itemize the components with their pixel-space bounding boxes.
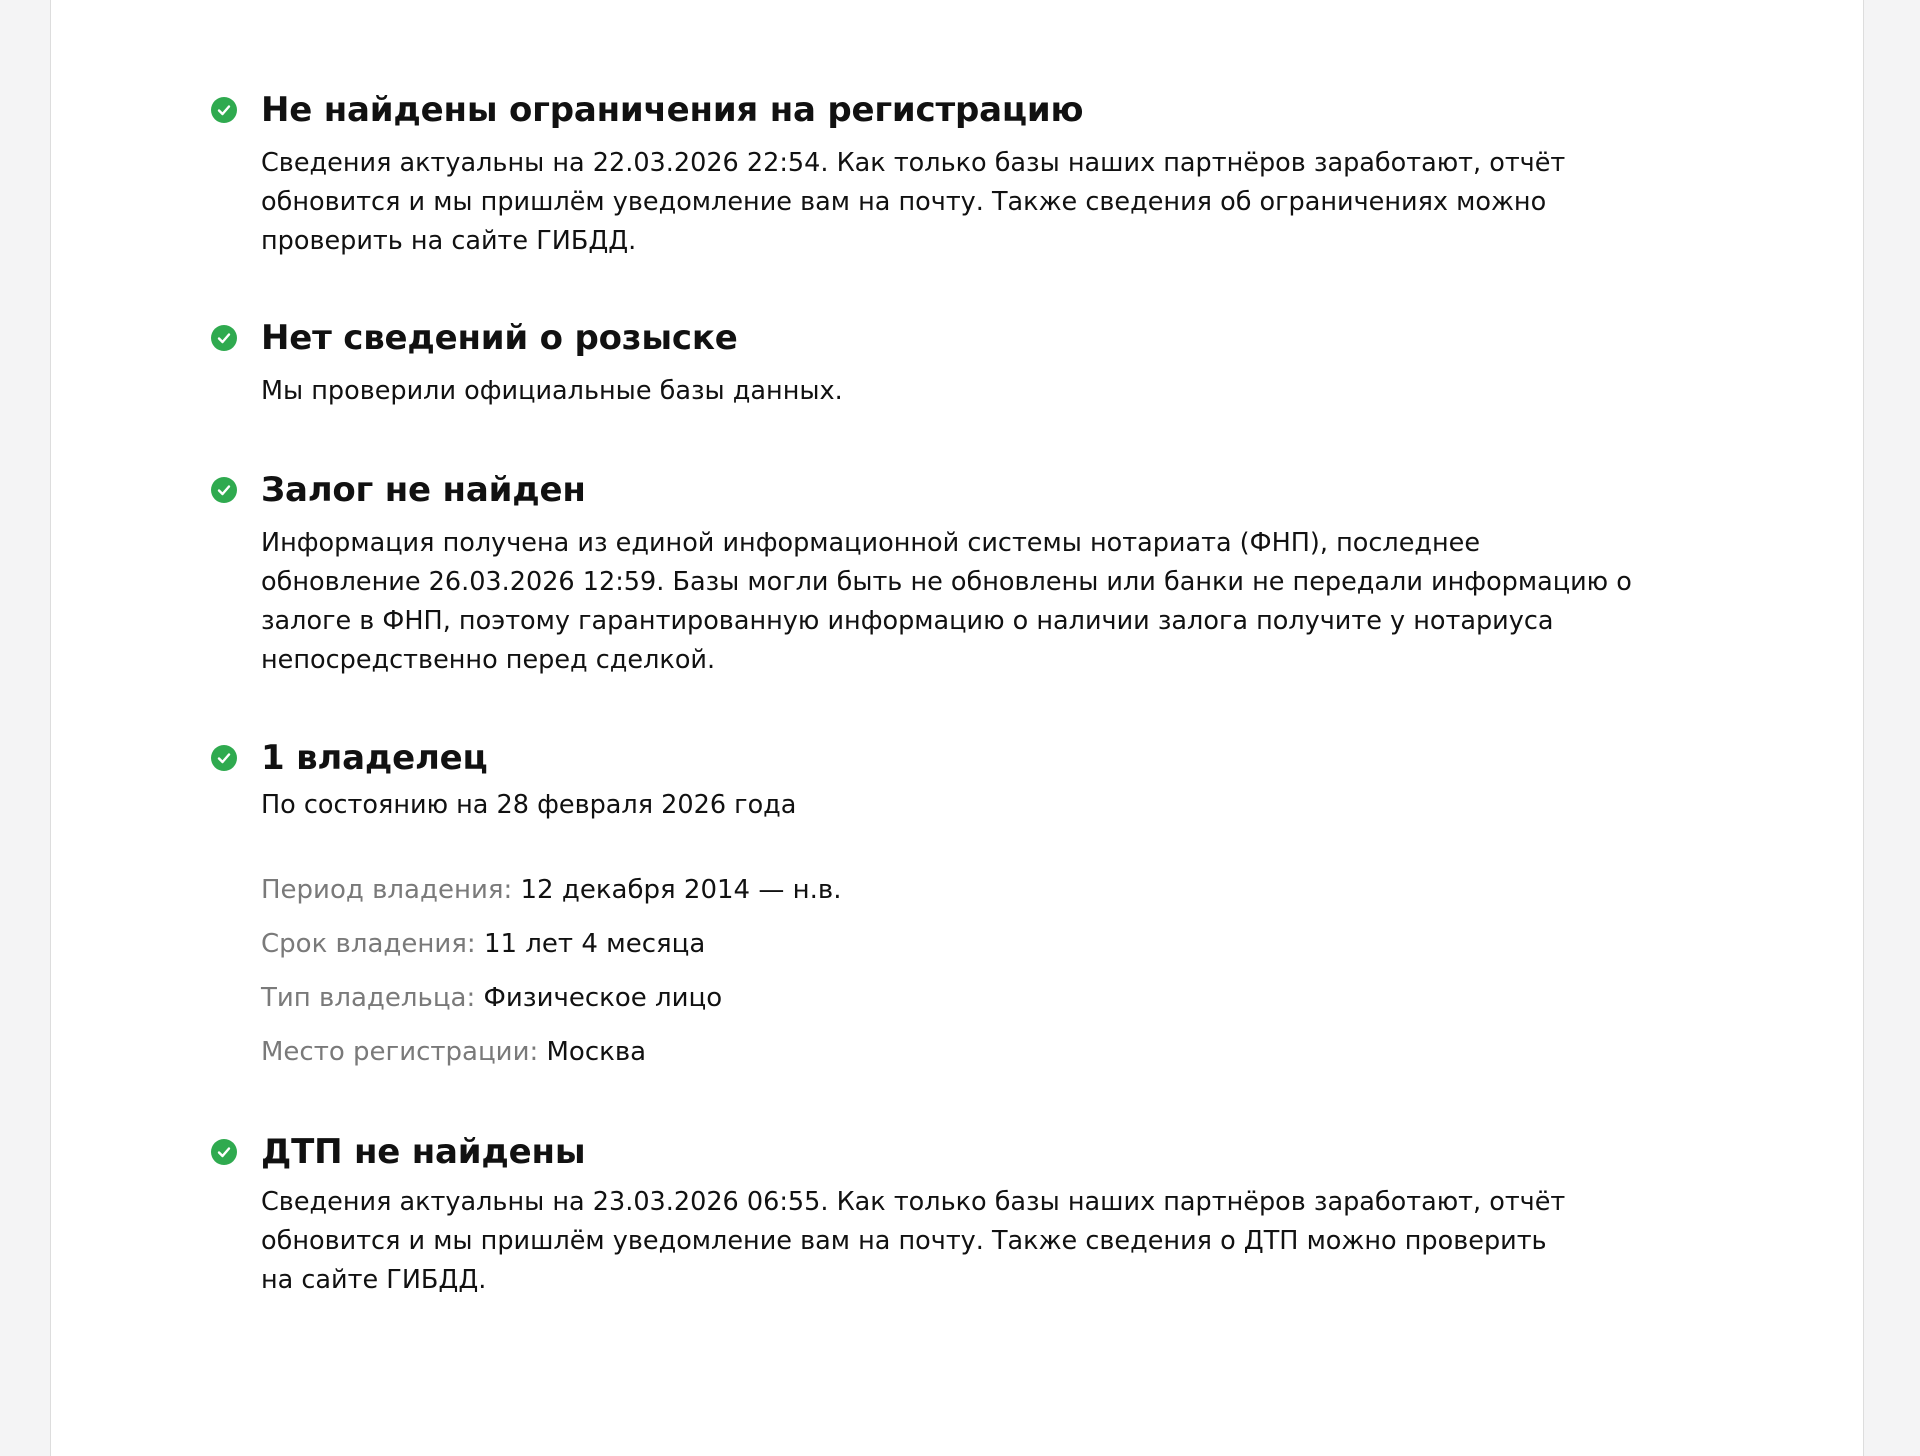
owner-detail-duration — [261, 926, 705, 962]
check-circle-icon — [211, 97, 237, 123]
detail-value: Физическое лицо — [483, 983, 723, 1013]
detail-value: 12 декабря 2014 — н.в. — [520, 875, 842, 905]
section-description — [261, 524, 1701, 680]
description-line: залоге в ФНП, поэтому гарантированную информацию о наличии залога получите у нотариуса — [261, 606, 1554, 636]
description-line: Информация получена из единой информационной системы нотариата (ФНП), последнее — [261, 528, 1481, 558]
section-description — [261, 372, 1701, 411]
section-title: 1 владелец — [261, 738, 488, 778]
check-circle-icon — [211, 745, 237, 771]
section-description — [261, 786, 1701, 825]
detail-value: 11 лет 4 месяца — [483, 929, 706, 959]
description-line: непосредственно перед сделкой. — [261, 645, 716, 675]
section-title: ДТП не найдены — [261, 1132, 586, 1172]
owner-detail-period — [261, 872, 841, 908]
detail-label: Период владения: — [261, 875, 513, 905]
detail-label: Срок владения: — [261, 929, 476, 959]
description-line: обновится и мы пришлём уведомление вам на почту. Также сведения о ДТП можно проверить — [261, 1226, 1547, 1256]
description-line: обновление 26.03.2026 12:59. Базы могли быть не обновлены или банки не передали информацию о — [261, 567, 1632, 597]
detail-label: Место регистрации: — [261, 1037, 539, 1067]
section-description — [261, 144, 1701, 261]
section-title: Залог не найден — [261, 470, 586, 510]
check-circle-icon — [211, 1139, 237, 1165]
owner-detail-type — [261, 980, 722, 1016]
description-line: Сведения актуальны на 22.03.2026 22:54. Как только базы наших партнёров заработают, отчёт — [261, 148, 1566, 178]
detail-value: Москва — [546, 1037, 647, 1067]
description-line: Мы проверили официальные базы данных. — [261, 376, 843, 406]
description-line: По состоянию на 28 февраля 2026 года — [261, 790, 797, 820]
report-card — [50, 0, 1864, 1456]
section-title: Не найдены ограничения на регистрацию — [261, 90, 1084, 130]
description-line: Сведения актуальны на 23.03.2026 06:55. Как только базы наших партнёров заработают, отчёт — [261, 1187, 1566, 1217]
detail-label: Тип владельца: — [261, 983, 476, 1013]
owner-detail-registration-place — [261, 1034, 646, 1070]
check-circle-icon — [211, 477, 237, 503]
description-line: на сайте ГИБДД. — [261, 1265, 487, 1295]
check-circle-icon — [211, 325, 237, 351]
description-line: обновится и мы пришлём уведомление вам на почту. Также сведения об ограничениях можно — [261, 187, 1547, 217]
section-description — [261, 1183, 1701, 1300]
description-line: проверить на сайте ГИБДД. — [261, 226, 637, 256]
section-title: Нет сведений о розыске — [261, 318, 738, 358]
